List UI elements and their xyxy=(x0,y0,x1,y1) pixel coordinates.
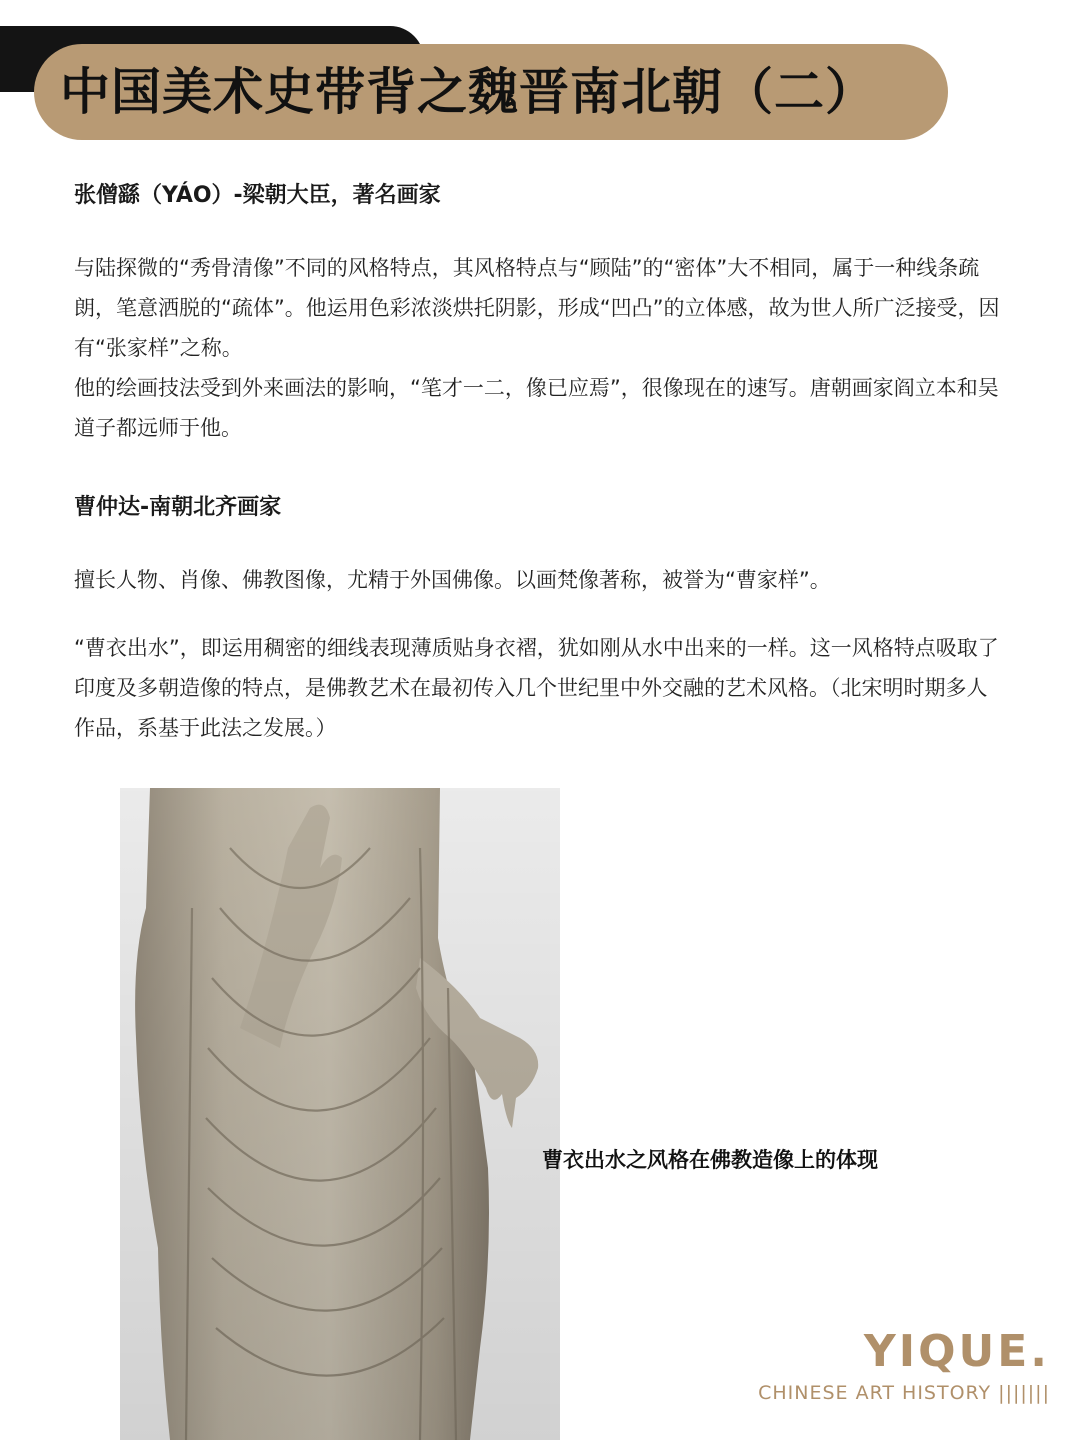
paragraph-zhang-technique: 他的绘画技法受到外来画法的影响，“笔才一二，像已应焉”，很像现在的速写。唐朝画家阎立本和吴道子都远师于他。 xyxy=(74,376,999,440)
buddha-statue-illustration xyxy=(120,788,560,1440)
article-body xyxy=(74,172,1004,748)
paragraph-cao-style: “曹衣出水”，即运用稠密的细线表现薄质贴身衣褶，犹如刚从水中出来的一样。这一风格特点吸取了印度及多朝造像的特点，是佛教艺术在最初传入几个世纪里中外交融的艺术风格。（北宋明时期多人作品，系基于此法之发展。） xyxy=(74,636,999,740)
section-heading-cao: 曹仲达-南朝北齐画家 xyxy=(74,495,282,520)
brand-logo: YIQUE. xyxy=(863,1326,1050,1377)
figure-caption: 曹衣出水之风格在佛教造像上的体现 xyxy=(542,1148,878,1172)
buddha-statue-image xyxy=(120,788,560,1440)
section-heading-zhang: 张僧繇（YÁO）-梁朝大臣，著名画家 xyxy=(74,183,441,208)
brand-subtitle: CHINESE ART HISTORY ||||||| xyxy=(758,1382,1050,1404)
page-title: 中国美术史带背之魏晋南北朝（二） xyxy=(60,63,876,121)
paragraph-zhang-style: 与陆探微的“秀骨清像”不同的风格特点，其风格特点与“顾陆”的“密体”大不相同，属于一种线条疏朗，笔意洒脱的“疏体”。他运用色彩浓淡烘托阴影，形成“凹凸”的立体感，故为世人所广泛接受，因有“张家样”之称。 xyxy=(74,256,1000,360)
paragraph-cao-intro: 擅长人物、肖像、佛教图像，尤精于外国佛像。以画梵像著称，被誉为“曹家样”。 xyxy=(74,568,831,592)
